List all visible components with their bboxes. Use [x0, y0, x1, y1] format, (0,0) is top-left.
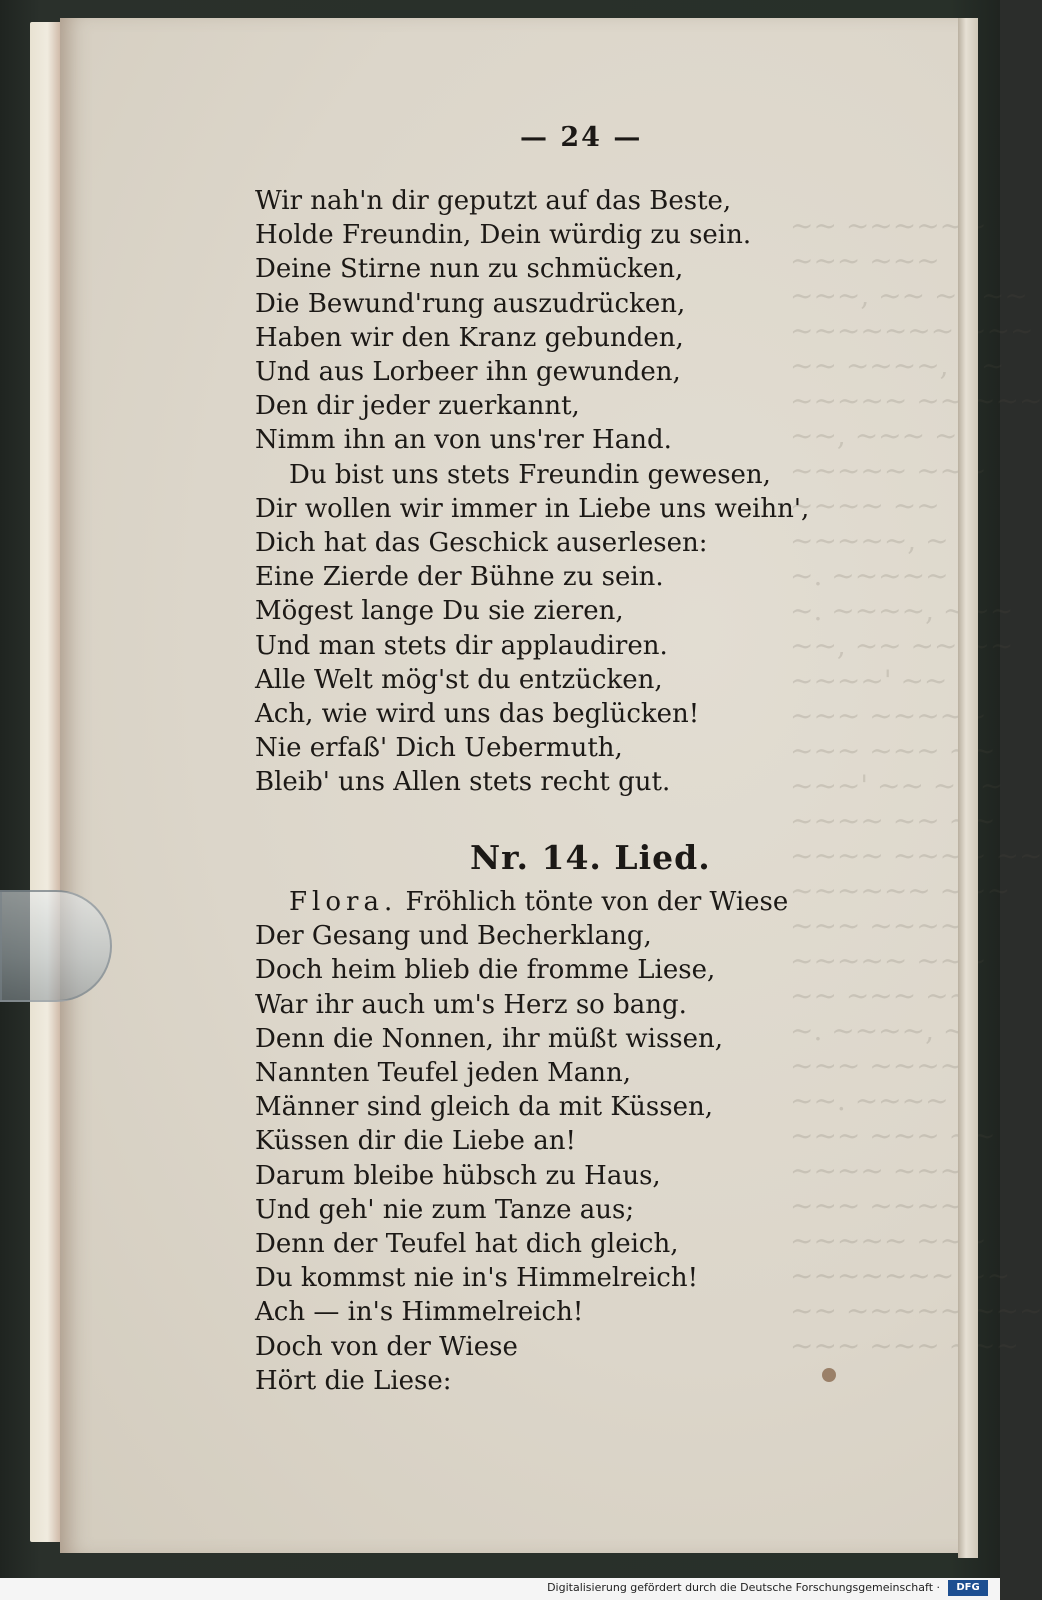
verse-line: Nimm ihn an von uns'rer Hand.: [255, 425, 672, 456]
verse-line: Holde Freundin, Dein würdig zu sein.: [255, 220, 752, 251]
verse-line: Und geh' nie zum Tanze aus;: [255, 1194, 635, 1225]
verse-line: Mögest lange Du sie zieren,: [255, 596, 624, 627]
dfg-logo: DFG: [948, 1580, 988, 1596]
verse-block-2: [255, 885, 788, 1398]
verse-line: Und aus Lorbeer ihn gewunden,: [255, 357, 681, 388]
verse-line: Doch von der Wiese: [255, 1331, 518, 1362]
verse-block-1: [255, 184, 809, 800]
verse-line: Und man stets dir applaudiren.: [255, 630, 668, 661]
verse-first-line: [255, 885, 788, 919]
song-heading: Nr. 14. Lied.: [470, 838, 711, 877]
verse-line: Bleib' uns Allen stets recht gut.: [255, 767, 671, 798]
verse-line: Alle Welt mög'st du entzücken,: [255, 664, 663, 695]
verse-line: Die Bewund'rung auszudrücken,: [255, 288, 686, 319]
verse-line: Du bist uns stets Freundin gewesen,: [289, 459, 771, 490]
verse-line: Ach, wie wird uns das beglücken!: [255, 699, 700, 730]
verse-line: Hört die Liese:: [255, 1365, 452, 1396]
verse-line: Fröhlich tönte von der Wiese: [405, 887, 789, 917]
verse-line: Den dir jeder zuerkannt,: [255, 391, 580, 422]
verse-line: Doch heim blieb die fromme Liese,: [255, 955, 716, 986]
paper-stain: [822, 1368, 836, 1382]
verse-line: War ihr auch um's Herz so bang.: [255, 989, 687, 1020]
page-clip: [0, 890, 112, 1002]
verse-line: Eine Zierde der Bühne zu sein.: [255, 562, 664, 593]
verse-line: Der Gesang und Becherklang,: [255, 921, 652, 952]
verse-line: Denn der Teufel hat dich gleich,: [255, 1229, 679, 1260]
verse-line: Haben wir den Kranz gebunden,: [255, 322, 684, 353]
verse-line: Nannten Teufel jeden Mann,: [255, 1058, 631, 1089]
verse-line: Wir nah'n dir geputzt auf das Beste,: [255, 186, 732, 216]
funding-credit: Digitalisierung gefördert durch die Deutsche Forschungsgemeinschaft ·: [547, 1581, 940, 1594]
page-number: — 24 —: [520, 122, 643, 153]
book-right-edge: [958, 18, 978, 1558]
verse-line: Du kommst nie in's Himmelreich!: [255, 1263, 699, 1294]
verse-line: Nie erfaß' Dich Uebermuth,: [255, 733, 623, 764]
verse-line: Darum bleibe hübsch zu Haus,: [255, 1160, 661, 1191]
bleed-through-texture: ~~ ~~~~~~ ~~~ ~~~ ~~~, ~~ ~~~~ ~~~~~~~ ~~~ ~~ ~~~~, ~~ ~~~~~ ~~ ~~~ ~~, ~~~ ~~ ~~~~~ ~~~ ~~~~ ~~ ~~~~~, ~ ~. ~~~~~ ~. ~~~~, ~~~ ~~, ~~ ~~ ~~ ~~~~' ~~ ~~~ ~~~~~ ~~~ ~~~ ~~ ~~~' ~~ ~~~ ~~~~ ~~ ~~ ~~~~ ~~~~ ~~ ~~~~~~ ~~~ ~~~ ~~~~ ~~~~~ ~~~ ~~ ~~~ ~~ ~. ~~~~, ~ ~~~ ~~~~ ~~. ~~~~ ~~~ ~~~ ~~ ~~~~ ~~~ ~~~ ~~~~ ~~~~~ ~~~ ~~~~~~~ ~~ ~~ ~~~~~ ~~~ ~~~ ~~~ ~~~: [790, 209, 1042, 1362]
verse-line: Dich hat das Geschick auserlesen:: [255, 528, 708, 559]
verse-line: Dir wollen wir immer in Liebe uns weihn',: [255, 493, 810, 524]
verse-line: Denn die Nonnen, ihr müßt wissen,: [255, 1023, 724, 1054]
verse-line: Küssen dir die Liebe an!: [255, 1126, 576, 1157]
verse-line: Ach — in's Himmelreich!: [255, 1297, 584, 1328]
verse-line: Männer sind gleich da mit Küssen,: [255, 1092, 714, 1123]
speaker-name: Flora.: [289, 887, 398, 917]
verse-line: Deine Stirne nun zu schmücken,: [255, 254, 684, 285]
